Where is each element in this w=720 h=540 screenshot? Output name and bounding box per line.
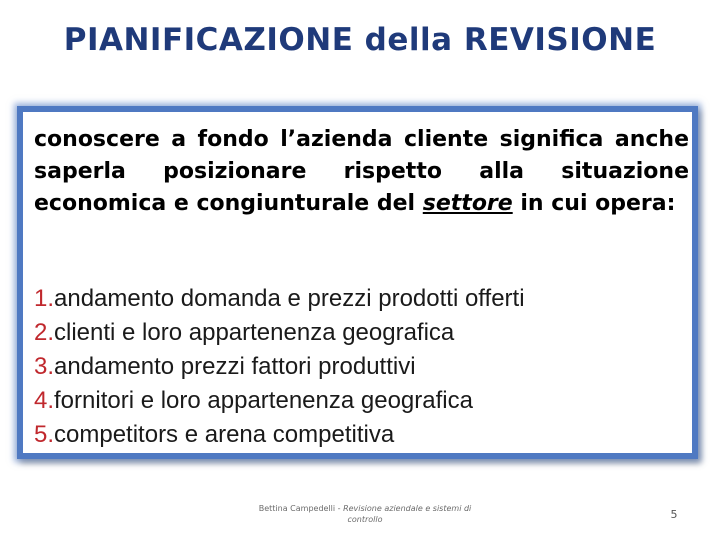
list-item	[34, 384, 525, 418]
list-item-text: competitors e arena competitiva	[54, 421, 395, 448]
footer-text	[250, 503, 480, 525]
list-item-number: 1.	[34, 285, 55, 312]
list-item-text: clienti e loro appartenenza geografica	[54, 319, 455, 346]
footer-course: Revisione aziendale e sistemi di controllo	[343, 504, 472, 524]
page-number: 5	[670, 508, 678, 521]
list-item	[34, 282, 525, 316]
list-item	[34, 350, 525, 384]
intro-text-after: in cui opera:	[520, 191, 676, 216]
list-item-number: 4.	[34, 387, 55, 414]
content-box	[17, 106, 698, 459]
list-item-number: 5.	[34, 421, 55, 448]
footer-author: Bettina Campedelli -	[258, 504, 344, 513]
list-item-text: andamento prezzi fattori produttivi	[54, 353, 416, 380]
list-item-text: fornitori e loro appartenenza geografica	[54, 387, 473, 414]
list-item-number: 2.	[34, 319, 55, 346]
slide-title: PIANIFICAZIONE della REVISIONE	[63, 22, 657, 58]
list-item	[34, 316, 525, 350]
factors-list	[34, 282, 525, 452]
list-item-text: andamento domanda e prezzi prodotti offerti	[54, 285, 525, 312]
intro-emphasis: settore	[422, 191, 513, 216]
intro-paragraph	[34, 124, 689, 220]
list-item	[34, 418, 525, 452]
intro-text-before: conoscere a fondo l’azienda cliente significa anche saperla posizionare rispetto alla situazione economica e congiunturale del	[34, 127, 689, 216]
list-item-number: 3.	[34, 353, 55, 380]
